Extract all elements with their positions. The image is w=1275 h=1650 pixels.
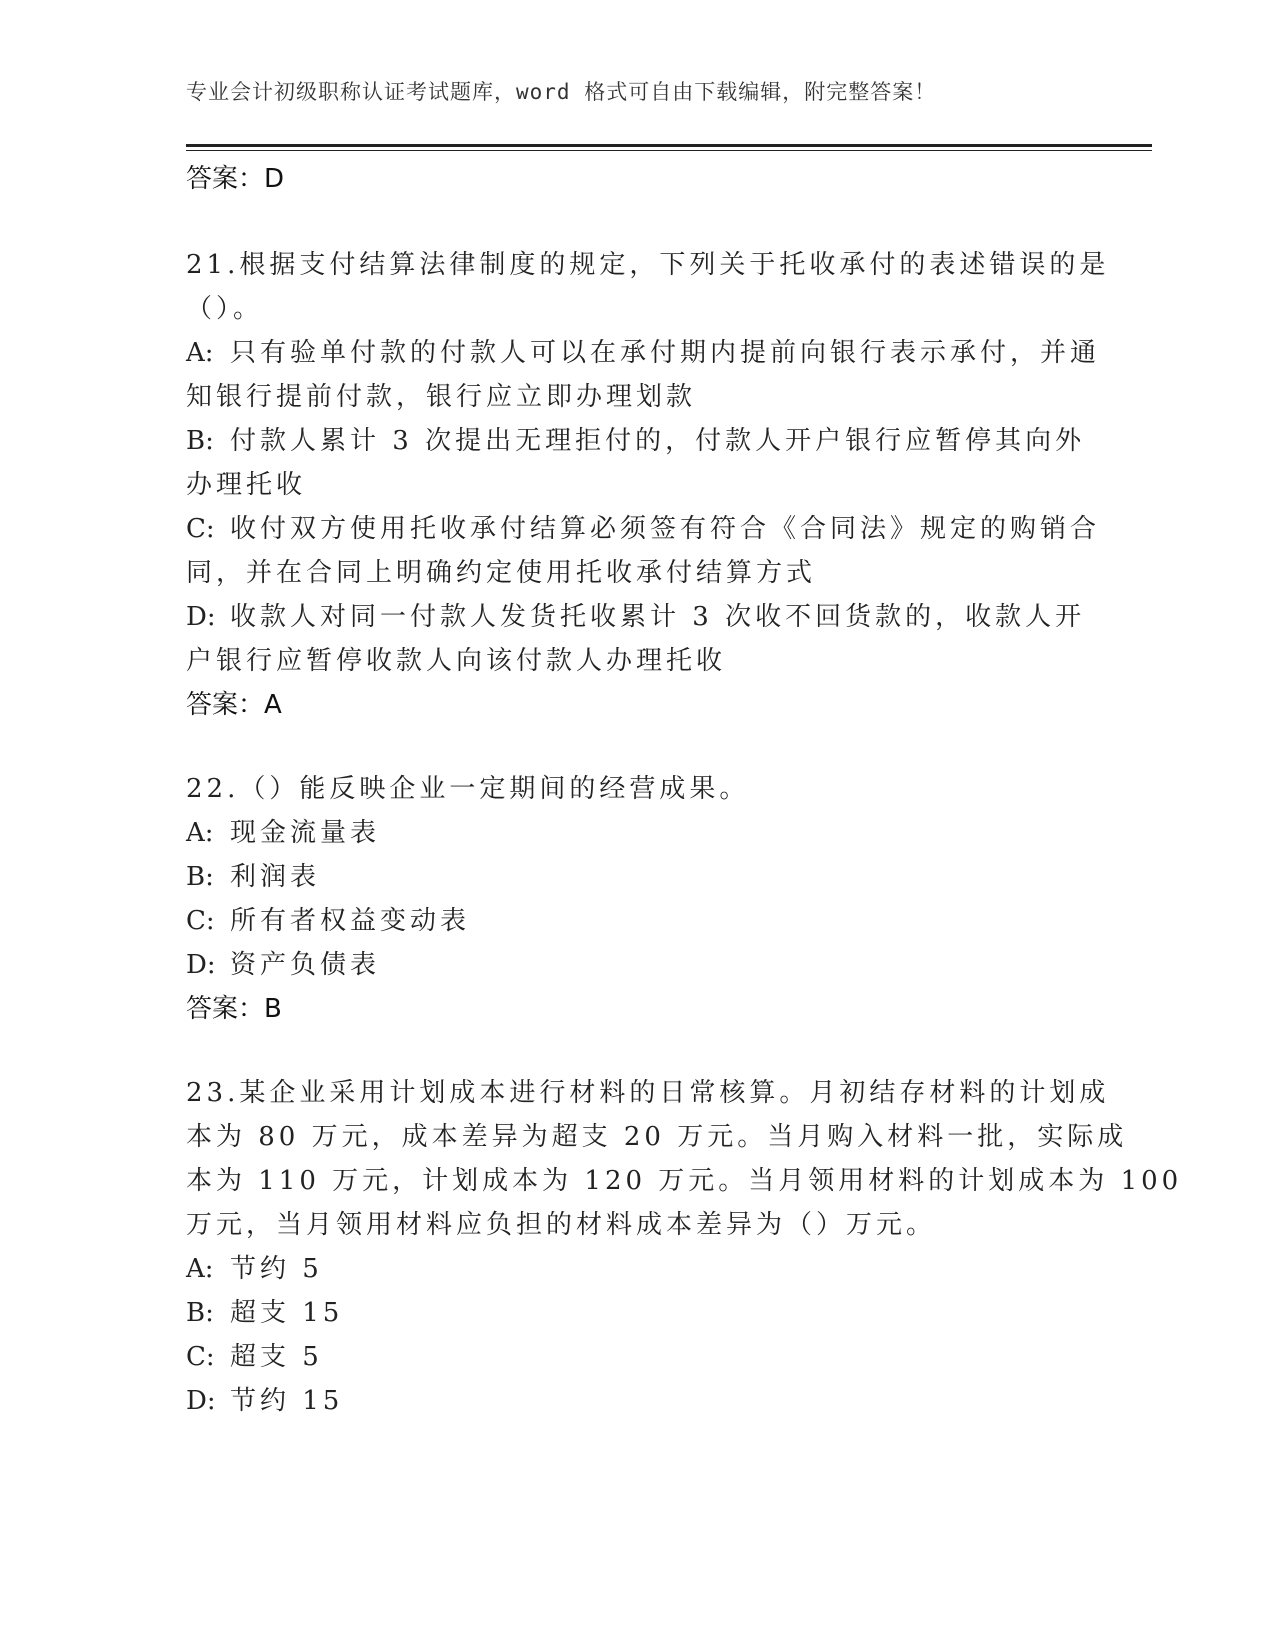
option-letter: D:: [186, 950, 216, 980]
question-22-option-a: [186, 812, 380, 849]
question-21-option-d: [186, 596, 1085, 633]
question-21-option-b-cont: 办理托收: [186, 470, 307, 500]
question-22-option-b: [186, 856, 320, 893]
option-letter: C:: [186, 1342, 215, 1372]
option-letter: B:: [186, 426, 214, 456]
question-22-option-c: [186, 900, 470, 937]
question-21-option-d-cont: 户银行应暂停收款人向该付款人办理托收: [186, 646, 727, 676]
question-23-stem-line-1: 23.某企业采用计划成本进行材料的日常核算。月初结存材料的计划成: [186, 1078, 1110, 1108]
previous-answer: 答案：D: [186, 164, 285, 194]
option-text: 超支 15: [230, 1298, 344, 1328]
option-letter: A:: [186, 1254, 214, 1284]
header-rule-thin: [186, 150, 1152, 151]
question-22-option-d: [186, 944, 380, 981]
option-text: 付款人累计 3 次提出无理拒付的，付款人开户银行应暂停其向外: [230, 426, 1086, 456]
option-letter: C:: [186, 514, 215, 544]
page-header: 专业会计初级职称认证考试题库，word 格式可自由下载编辑，附完整答案！: [186, 80, 937, 104]
question-23-stem-line-3: 本为 110 万元，计划成本为 120 万元。当月领用材料的计划成本为 100: [186, 1166, 1183, 1196]
question-21-option-a: [186, 332, 1100, 369]
option-text: 节约 15: [230, 1386, 344, 1416]
question-22-answer: 答案：B: [186, 994, 282, 1024]
option-text: 超支 5: [230, 1342, 323, 1372]
option-letter: A:: [186, 818, 214, 848]
question-21-option-c: [186, 508, 1100, 545]
option-letter: C:: [186, 906, 215, 936]
option-letter: D:: [186, 1386, 216, 1416]
question-23-stem-line-4: 万元，当月领用材料应负担的材料成本差异为（）万元。: [186, 1210, 937, 1240]
question-21-stem-line-1: 21.根据支付结算法律制度的规定，下列关于托收承付的表述错误的是: [186, 250, 1110, 280]
option-text: 利润表: [230, 862, 321, 892]
question-21-option-b: [186, 420, 1085, 457]
header-rule-thick: [186, 144, 1152, 147]
option-text: 资产负债表: [230, 950, 381, 980]
option-text: 只有验单付款的付款人可以在承付期内提前向银行表示承付，并通: [230, 338, 1101, 368]
question-21-answer: 答案：A: [186, 690, 282, 720]
question-22-stem: 22.（）能反映企业一定期间的经营成果。: [186, 774, 750, 804]
option-letter: D:: [186, 602, 216, 632]
question-21-option-c-cont: 同，并在合同上明确约定使用托收承付结算方式: [186, 558, 817, 588]
question-23-option-a: [186, 1248, 323, 1285]
option-text: 现金流量表: [230, 818, 381, 848]
question-23-option-d: [186, 1380, 343, 1417]
question-23-option-b: [186, 1292, 343, 1329]
option-letter: A:: [186, 338, 214, 368]
option-text: 所有者权益变动表: [230, 906, 471, 936]
question-23-stem-line-2: 本为 80 万元，成本差异为超支 20 万元。当月购入材料一批，实际成: [186, 1122, 1128, 1152]
question-21-option-a-cont: 知银行提前付款，银行应立即办理划款: [186, 382, 697, 412]
question-23-option-c: [186, 1336, 323, 1373]
question-21-stem-line-2: （）。: [186, 294, 264, 324]
option-letter: B:: [186, 862, 214, 892]
option-letter: B:: [186, 1298, 214, 1328]
option-text: 收付双方使用托收承付结算必须签有符合《合同法》规定的购销合: [230, 514, 1101, 544]
option-text: 节约 5: [230, 1254, 323, 1284]
option-text: 收款人对同一付款人发货托收累计 3 次收不回货款的，收款人开: [230, 602, 1086, 632]
